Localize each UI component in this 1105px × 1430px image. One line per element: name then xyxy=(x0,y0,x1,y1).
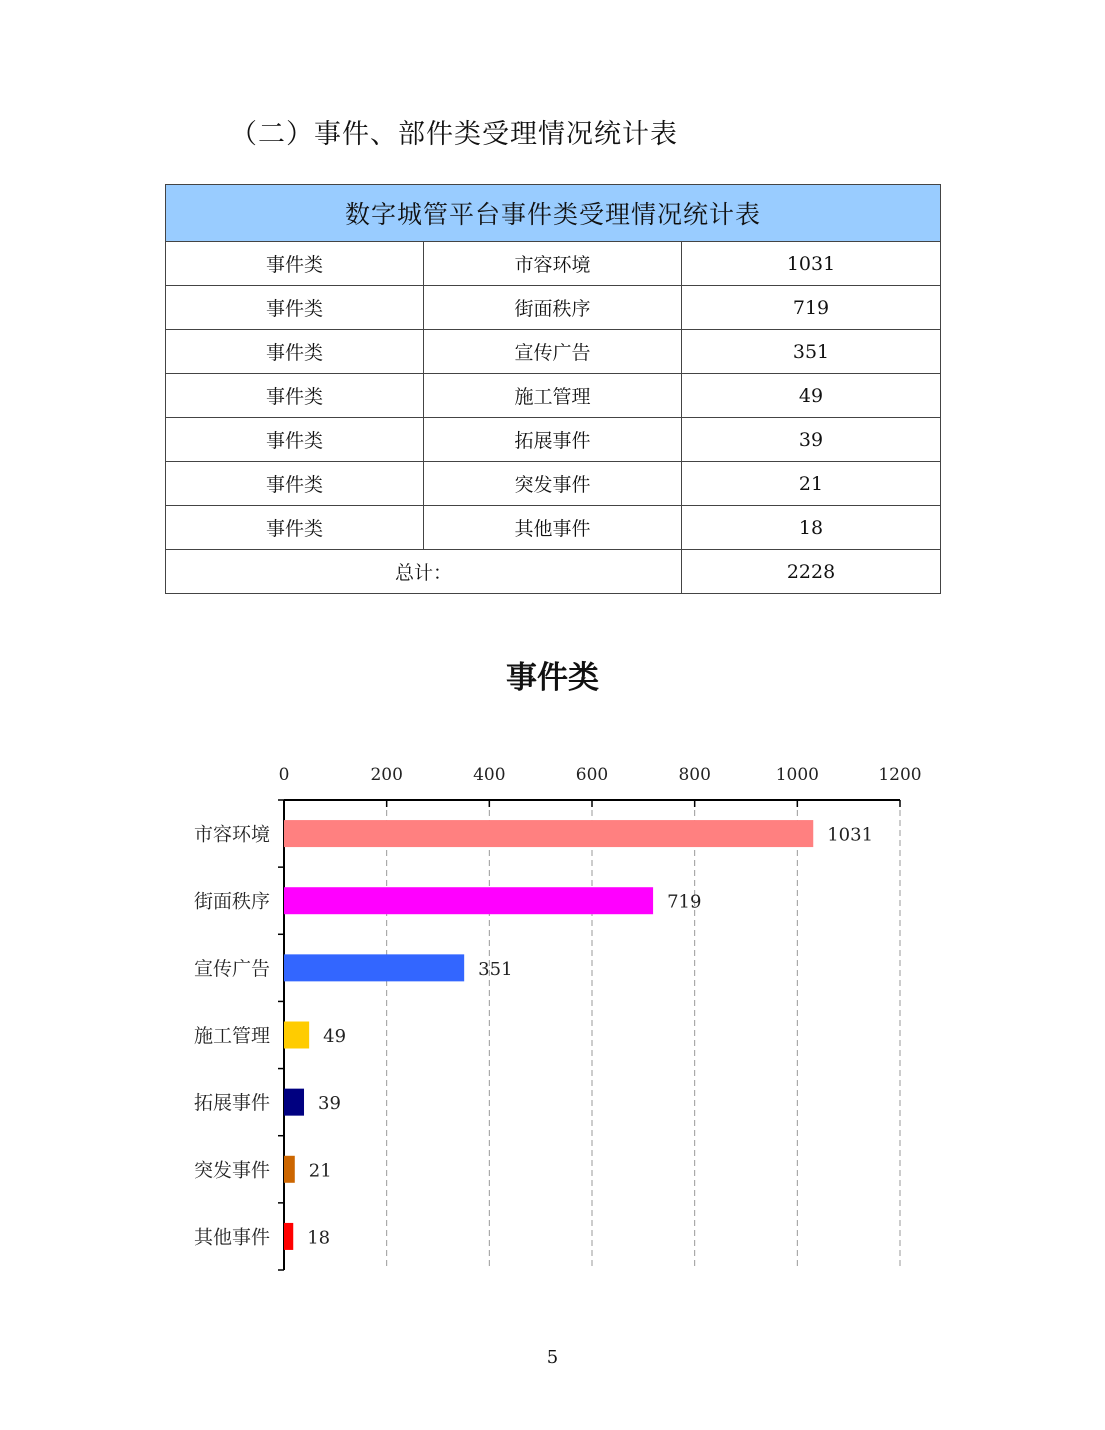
bar xyxy=(284,1022,309,1049)
category-label: 其他事件 xyxy=(193,1226,270,1249)
cell-name: 市容环境 xyxy=(424,242,682,286)
table-row xyxy=(166,286,941,330)
x-tick-label: 200 xyxy=(370,765,403,785)
cell-type: 事件类 xyxy=(166,242,424,286)
cell-count: 21 xyxy=(682,462,941,506)
bar xyxy=(284,820,813,847)
bar xyxy=(284,954,464,981)
data-label: 18 xyxy=(307,1227,331,1249)
category-label: 街面秩序 xyxy=(193,890,270,913)
cell-count: 18 xyxy=(682,506,941,550)
cell-type: 事件类 xyxy=(166,330,424,374)
category-label: 施工管理 xyxy=(193,1025,270,1047)
page-number: 5 xyxy=(546,1347,559,1368)
statistics-table xyxy=(165,184,941,594)
cell-count: 719 xyxy=(682,286,941,330)
category-label: 宣传广告 xyxy=(193,957,270,980)
data-label: 351 xyxy=(478,958,513,980)
table-row xyxy=(166,462,941,506)
cell-type: 事件类 xyxy=(166,462,424,506)
cell-count: 39 xyxy=(682,418,941,462)
cell-name: 其他事件 xyxy=(424,506,682,550)
x-tick-label: 400 xyxy=(473,765,506,785)
data-label: 719 xyxy=(667,891,702,913)
cell-type: 事件类 xyxy=(166,374,424,418)
bar xyxy=(284,1156,295,1183)
x-tick-label: 1000 xyxy=(775,765,819,785)
cell-count: 49 xyxy=(682,374,941,418)
x-tick-label: 800 xyxy=(678,765,711,785)
cell-count: 351 xyxy=(682,330,941,374)
table-row xyxy=(166,242,941,286)
data-label: 39 xyxy=(318,1093,341,1115)
category-label: 拓展事件 xyxy=(193,1092,270,1115)
cell-name: 拓展事件 xyxy=(424,418,682,462)
cell-name: 宣传广告 xyxy=(424,330,682,374)
x-tick-label: 600 xyxy=(575,765,609,785)
section-heading: （二）事件、部件类受理情况统计表 xyxy=(230,119,678,150)
table-row xyxy=(166,418,941,462)
cell-type: 事件类 xyxy=(166,418,424,462)
cell-count: 1031 xyxy=(682,242,941,286)
cell-name: 施工管理 xyxy=(424,374,682,418)
table-total-row xyxy=(166,550,941,594)
bar xyxy=(284,1223,293,1250)
data-label: 49 xyxy=(323,1026,347,1047)
x-tick-label: 0 xyxy=(278,765,290,785)
table-row xyxy=(166,330,941,374)
bar xyxy=(284,1089,304,1116)
x-tick-label: 1200 xyxy=(878,765,922,785)
bar xyxy=(284,887,653,914)
category-label: 突发事件 xyxy=(193,1159,270,1182)
category-label: 市容环境 xyxy=(193,823,270,846)
cell-name: 突发事件 xyxy=(424,462,682,506)
bar-chart xyxy=(0,740,1105,1285)
table-title: 数字城管平台事件类受理情况统计表 xyxy=(166,185,941,242)
table-row xyxy=(166,506,941,550)
cell-type: 事件类 xyxy=(166,286,424,330)
data-label: 1031 xyxy=(827,824,874,846)
total-value: 2228 xyxy=(682,550,941,594)
data-label: 21 xyxy=(308,1160,332,1182)
cell-name: 街面秩序 xyxy=(424,286,682,330)
cell-type: 事件类 xyxy=(166,506,424,550)
table-row xyxy=(166,374,941,418)
chart-title: 事件类 xyxy=(506,660,599,696)
total-label: 总计： xyxy=(166,550,682,594)
